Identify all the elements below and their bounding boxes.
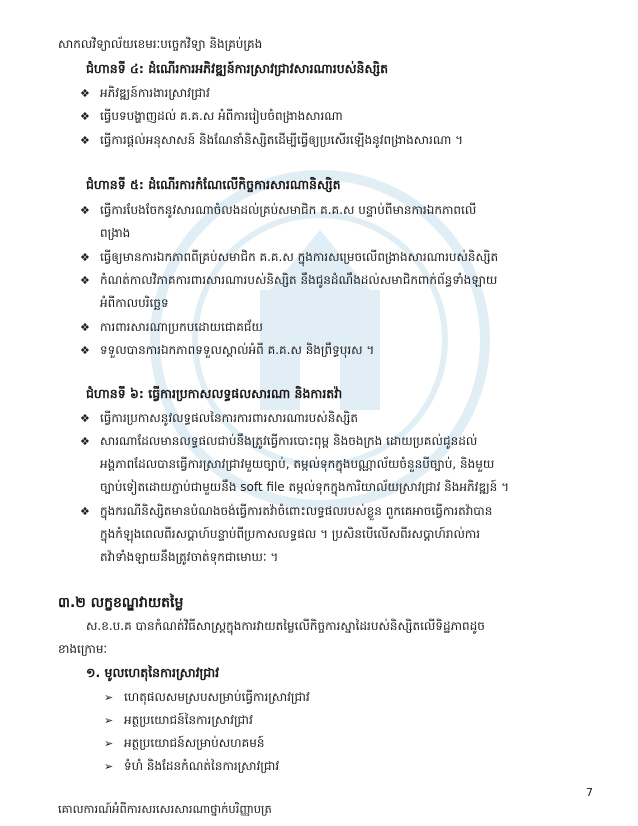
arrow-bullet-icon: ➢ (104, 737, 114, 750)
list-item: ❖ ធ្វើឲ្យមានការឯកភាពពីគ្រប់សមាជិក គ.គ.ស ក្នុងការសម្រេចលើពង្រាងសារណារបស់និស្សិត (80, 250, 499, 264)
diamond-bullet-icon: ❖ (80, 251, 90, 264)
list-item: ❖ ធ្វើបទបង្ហាញដល់ គ.គ.ស អំពីការរៀបចំពង្រាងសារណា (80, 109, 343, 123)
diamond-bullet-icon: ❖ (80, 505, 90, 518)
diamond-bullet-icon: ❖ (80, 435, 90, 448)
list-item: ➢ អត្ថប្រយោជន៍នៃការស្រាវជ្រាវ (104, 713, 253, 727)
arrow-bullet-icon: ➢ (104, 714, 114, 727)
list-item-continuation: អង្គភាពដែលបានធ្វើការស្រាវជ្រាវមួយច្បាប់, តម្កល់ទុកក្នុងបណ្ណាល័យចំនួនបីច្បាប់, និងមួយ (100, 457, 495, 471)
list-item: ➢ ទំហំ និងដែនកំណត់នៃការស្រាវជ្រាវ (104, 759, 280, 773)
list-item-continuation: តវ៉ាទាំងឡាយនឹងត្រូវចាត់ទុកជាមោឃៈ ។ (100, 550, 279, 564)
phase6-title: ជំហានទី ៦: ធ្វើការប្រកាសលទ្ធផលសារណា និងការតវ៉ា (86, 386, 343, 401)
list-item-continuation: ក្នុងកំឡុងពេលពីរសប្តាហ៍បន្ទាប់ពីប្រកាសលទ្ធផល ។ ប្រសិនបើលើសពីរសប្តាហ៍រាល់ការ (100, 527, 481, 541)
page-number: 7 (586, 786, 593, 799)
diamond-bullet-icon: ❖ (80, 274, 90, 287)
list-item-continuation: ពង្រាង (100, 226, 131, 240)
diamond-bullet-icon: ❖ (80, 344, 90, 357)
list-item: ❖ ក្នុងករណីនិស្សិតមានបំណងចង់ធ្វើការតវ៉ាចំពោះលទ្ធផលរបស់ខ្លួន ពួកគេអាចធ្វើការតវ៉ាបាន (80, 504, 493, 518)
list-item: ❖ ធ្វើការផ្តល់អនុសាសន៍ និងណែនាំនិស្សិតដើម្បីធ្វើឲ្យប្រសើរឡើងនូវពង្រាងសារណា ។ (80, 133, 463, 147)
diamond-bullet-icon: ❖ (80, 134, 90, 147)
section-intro-continuation: ខាងក្រោមៈ (58, 642, 108, 656)
list-item: ➢ ហេតុផលសមស្របសម្រាប់ធ្វើការស្រាវជ្រាវ (104, 690, 310, 704)
university-header: សាកលវិទ្យាល័យខេមរៈបច្ចេកវិទ្យា និងគ្រប់គ្រង (58, 37, 263, 51)
section-intro: ស.ខ.ប.គ បានកំណត់វិធីសាស្ត្រក្នុងការវាយតម្លៃលើកិច្ចការស្នាដៃរបស់និស្សិតលើទិដ្ឋភាពដូច (86, 619, 485, 633)
page-footer: គោលការណ៍អំពីការសរសេរសារណាថ្នាក់បរិញ្ញាបត្រ (58, 802, 272, 816)
phase4-title: ជំហានទី ៤: ដំណើរការអភិវឌ្ឍន៍ការស្រាវជ្រាវសារណារបស់និស្សិត (86, 61, 389, 76)
list-item-continuation: អំពីកាលបរិច្ឆេទ (100, 296, 169, 310)
list-item: ❖ ធ្វើការប្រកាសនូវលទ្ធផលនៃការការពារសារណារបស់និស្សិត (80, 411, 358, 425)
list-item: ❖ ធ្វើការបែងចែកនូវសារណាចំលងដល់គ្រប់សមាជិក គ.គ.ស បន្ទាប់ពីមានការឯកភាពលើ (80, 203, 477, 217)
arrow-bullet-icon: ➢ (104, 760, 114, 773)
list-item: ❖ ការពារសារណាប្រកបដោយជោគជ័យ (80, 320, 263, 334)
list-item: ❖ កំណត់កាលវិភាគការពារសារណារបស់និស្សិត នឹងជូនដំណឹងដល់សមាជិកពាក់ព័ន្ធទាំងឡាយ (80, 273, 498, 287)
diamond-bullet-icon: ❖ (80, 412, 90, 425)
diamond-bullet-icon: ❖ (80, 204, 90, 217)
diamond-bullet-icon: ❖ (80, 110, 90, 123)
list-item-continuation: ច្បាប់ទៀតដោយភ្ជាប់ជាមួយនឹង soft file តម្កល់ទុកក្នុងការិយាល័យស្រាវជ្រាវ និងអភិវឌ្ឍន៍ ។ (100, 480, 509, 494)
subsection-title: ១. មូលហេតុនៃការស្រាវជ្រាវ (86, 665, 220, 680)
diamond-bullet-icon: ❖ (80, 321, 90, 334)
section-3-2-title: ៣.២ លក្ខខណ្ឌវាយតម្លៃ (58, 595, 184, 611)
list-item: ➢ អត្ថប្រយោជន៍សម្រាប់សហគមន៍ (104, 736, 265, 750)
phase5-title: ជំហានទី ៥: ដំណើរការកំណែលើកិច្ចការសារណានិស្សិត (86, 177, 341, 192)
list-item: ❖ អភិវឌ្ឍន៍ការងារស្រាវជ្រាវ (80, 86, 210, 100)
list-item: ❖ សារណាដែលមានលទ្ធផលជាប់នឹងត្រូវធ្វើការបោះពុម្ព និងចងក្រង ដោយប្រគល់ជូនដល់ (80, 434, 478, 448)
diamond-bullet-icon: ❖ (80, 87, 90, 100)
arrow-bullet-icon: ➢ (104, 691, 114, 704)
list-item: ❖ ទទួលបានការឯកភាពទទួលស្គាល់អំពី គ.គ.ស និងព្រឹទ្ធបុរស ។ (80, 343, 375, 357)
